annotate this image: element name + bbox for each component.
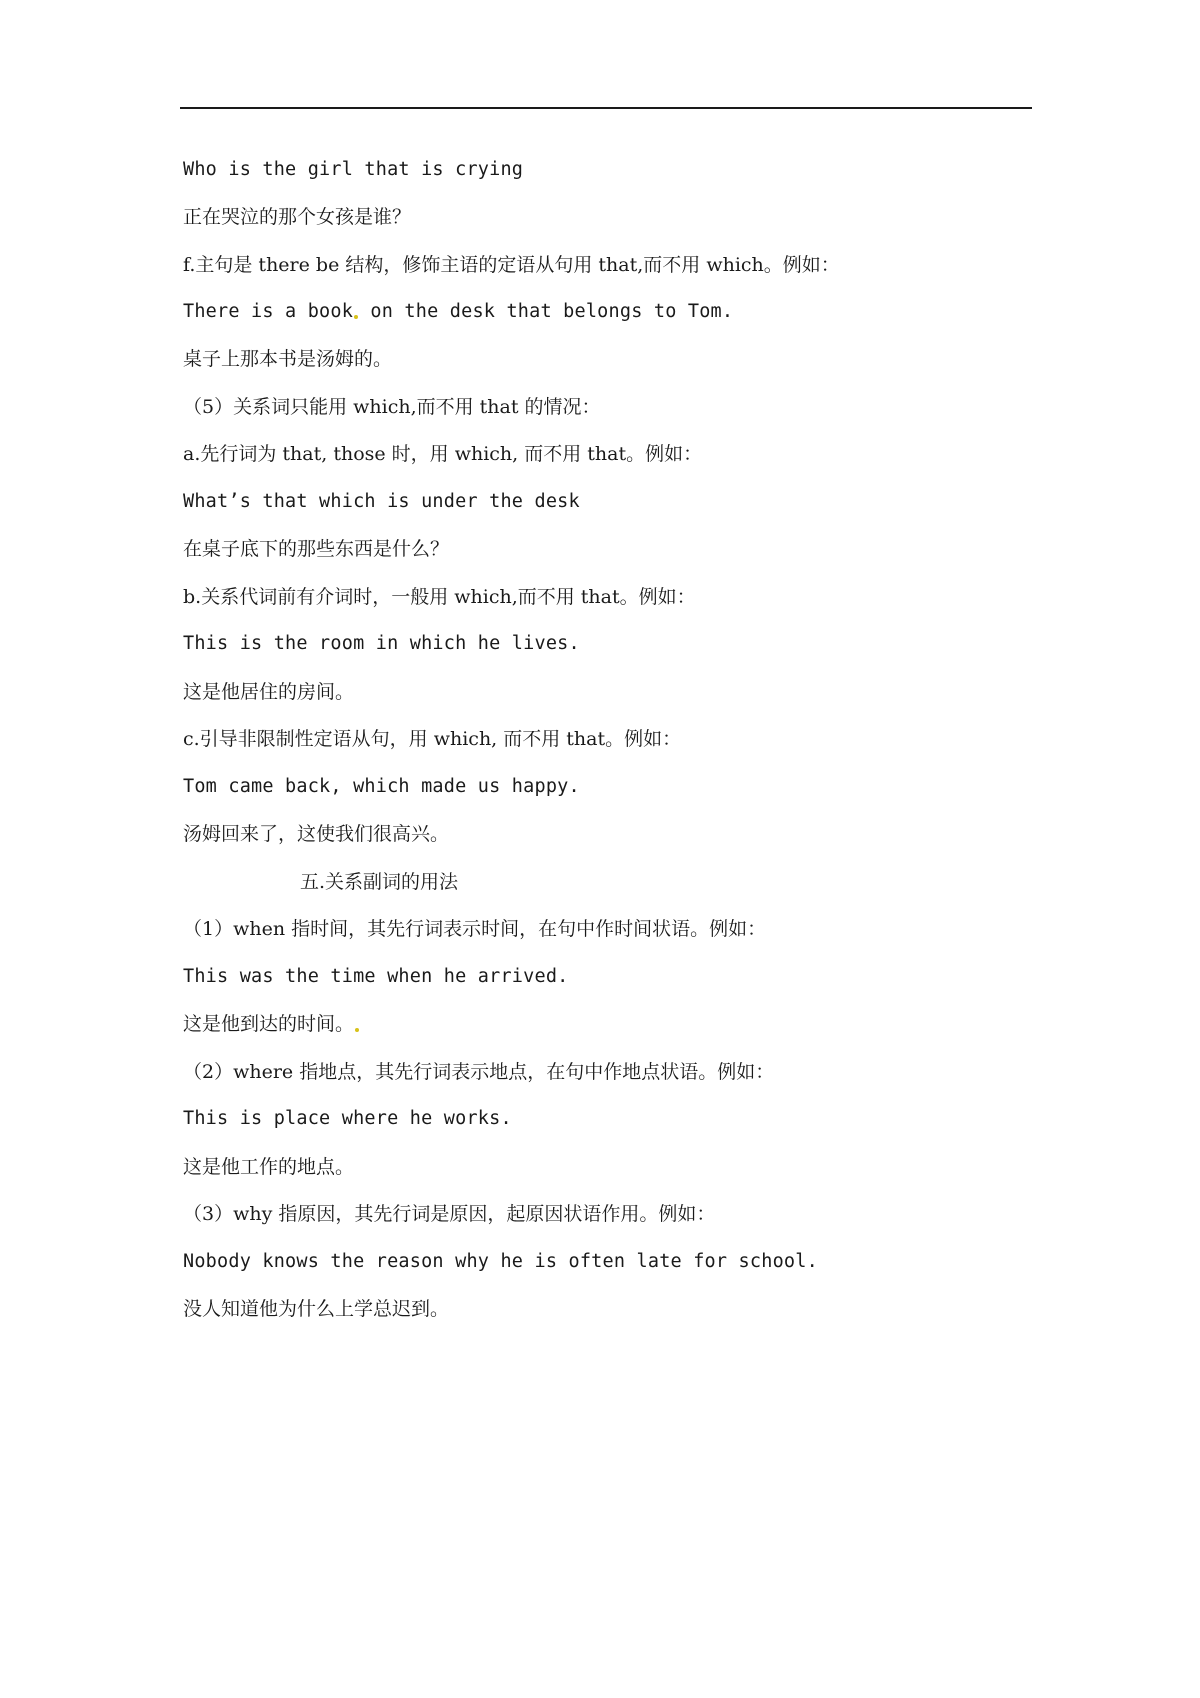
translation: 正在哭泣的那个女孩是谁？: [183, 206, 412, 228]
example-sentence: Who is the girl that is crying: [183, 159, 524, 180]
example-sentence: This is place where he works.: [183, 1108, 512, 1129]
translation: 这是他居住的房间。: [183, 681, 355, 703]
highlight-mark: [354, 315, 358, 319]
rule-item-1: （1）when 指时间，其先行词表示时间，在句中作时间状语。例如：: [183, 918, 767, 940]
highlight-mark: [355, 1028, 359, 1032]
example-sentence: This is the room in which he lives.: [183, 633, 580, 654]
example-sentence: This was the time when he arrived.: [183, 966, 569, 987]
rule-item-a: a.先行词为 that, those 时，用 which, 而不用 that。例如：: [183, 443, 703, 465]
rule-item-b: b.关系代词前有介词时，一般用 which,而不用 that。例如：: [183, 586, 696, 608]
example-sentence: What’s that which is under the desk: [183, 491, 580, 512]
rule-item-f: f.主句是 there be 结构，修饰主语的定语从句用 that,而不用 which。例如：: [183, 254, 840, 276]
translation: 这是他工作的地点。: [183, 1156, 355, 1178]
rule-item-c: c.引导非限制性定语从句，用 which, 而不用 that。例如：: [183, 728, 682, 750]
rule-item-2: （2）where 指地点，其先行词表示地点，在句中作地点状语。例如：: [183, 1061, 775, 1083]
subsection-heading: （5）关系词只能用 which,而不用 that 的情况：: [183, 396, 601, 418]
sentence-part: 这是他到达的时间。: [183, 1013, 355, 1035]
translation: 汤姆回来了，这使我们很高兴。: [183, 823, 450, 845]
example-sentence: Tom came back, which made us happy.: [183, 776, 580, 797]
translation: 没人知道他为什么上学总迟到。: [183, 1298, 450, 1320]
sentence-part: There is a book: [183, 301, 354, 322]
sentence-part: on the desk that belongs to Tom.: [359, 301, 734, 322]
translation: [183, 1011, 360, 1037]
rule-item-3: （3）why 指原因，其先行词是原因，起原因状语作用。例如：: [183, 1203, 716, 1225]
header-rule: [180, 107, 1032, 109]
translation: 桌子上那本书是汤姆的。: [183, 348, 393, 370]
example-sentence: [183, 299, 733, 325]
example-sentence: Nobody knows the reason why he is often late for school.: [183, 1251, 818, 1272]
translation: 在桌子底下的那些东西是什么？: [183, 538, 450, 560]
section-title: 五.关系副词的用法: [300, 871, 459, 893]
